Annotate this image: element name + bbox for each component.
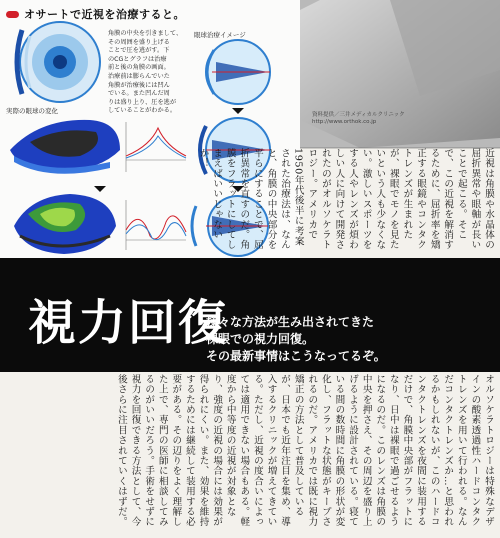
lead-text bbox=[206, 314, 486, 365]
body-text-bottom: オルソケラトロジーは特殊なデザインの酸素透過性ハードコンタクトレンズを用いて行われる。なんだコンタクトレンズか…と思われるかもしれないが、このハードコンタクトレンズを夜間に装用するだけで、角膜中央部がフラットになり、日中は裸眼で過ごせるようになるのだ。このレンズは角膜の中央を押さえ、その周辺を盛り上げるように設計されている。寝ている間の数時間に角膜の形状が変化し、フラットな状態がキープされるのだ。アメリカでは既に視力矯正の方法として普及しているが、日本でも近年注目を集め、導入するクリニックが増えてきている。ただし、近視の度合いによっては適用できない場合もある。軽度から中等度の近視が対象となり、強度の近視の場合には効果が得られにくい。また、効果を維持するためには継続して装用する必要がある。その辺りをよく理解した上で、専門の医師に相談してみるのがいいだろう。手術をせずに視力を回復できる方法として、今後さらに注目されていくはずだ。 bbox=[115, 374, 494, 527]
real-change-label: 実際の眼球の変化 bbox=[6, 107, 58, 115]
arrow-down-icon bbox=[94, 186, 106, 192]
figure-heading-text: オサートで近視を治療すると。 bbox=[24, 8, 185, 21]
page-title: 視力回復 bbox=[28, 295, 229, 351]
body-text-top: 近視は角膜や水晶体の屈折異常や眼軸が長いことで起こる。そこで、この近視を解消するために、屈折率を矯正する眼鏡やコンタクトレンズが生まれたが、裸眼でモノを見たいという人も少なくない。激しいスポーツをする人やレンズが煩わしい人に向けて開発されたのがオルソケラトロジー。アメリカで1950年代後半に考案された治療法は、なんと、角膜の中央部分を平らにすることで、屈折異常を直すのだ。角膜をフラットにしてしまえばいいじゃないか！ bbox=[197, 148, 494, 250]
lead-line: 裸眼での視力回復。 bbox=[206, 332, 315, 346]
cornea-caption: 角膜の中央を引きまして、 その周囲を盛り上げる ことで圧を逃がす。下 のCGとグラフは治療 前と後の角膜の画面。 治療前は膨らんでいた 角膜が治療後には凹ん でいる。また凹んだ周 りは盛り上り、圧を逃が していることがわかる。 bbox=[108, 30, 183, 115]
headline-band bbox=[0, 258, 500, 372]
graph-after bbox=[126, 200, 186, 250]
cornea-map-after bbox=[14, 194, 116, 254]
eye-image-label: 眼球治療イメージ bbox=[194, 31, 246, 39]
image-credit: 資料提供／三井メディカルクリニック http://www.orthok.co.jp bbox=[312, 112, 405, 125]
lead-line: その最新事情はこうなってるぞ。 bbox=[206, 349, 386, 363]
paper-photo bbox=[0, 0, 500, 150]
lead-line: 様々な方法が生み出されてきた bbox=[206, 315, 375, 329]
